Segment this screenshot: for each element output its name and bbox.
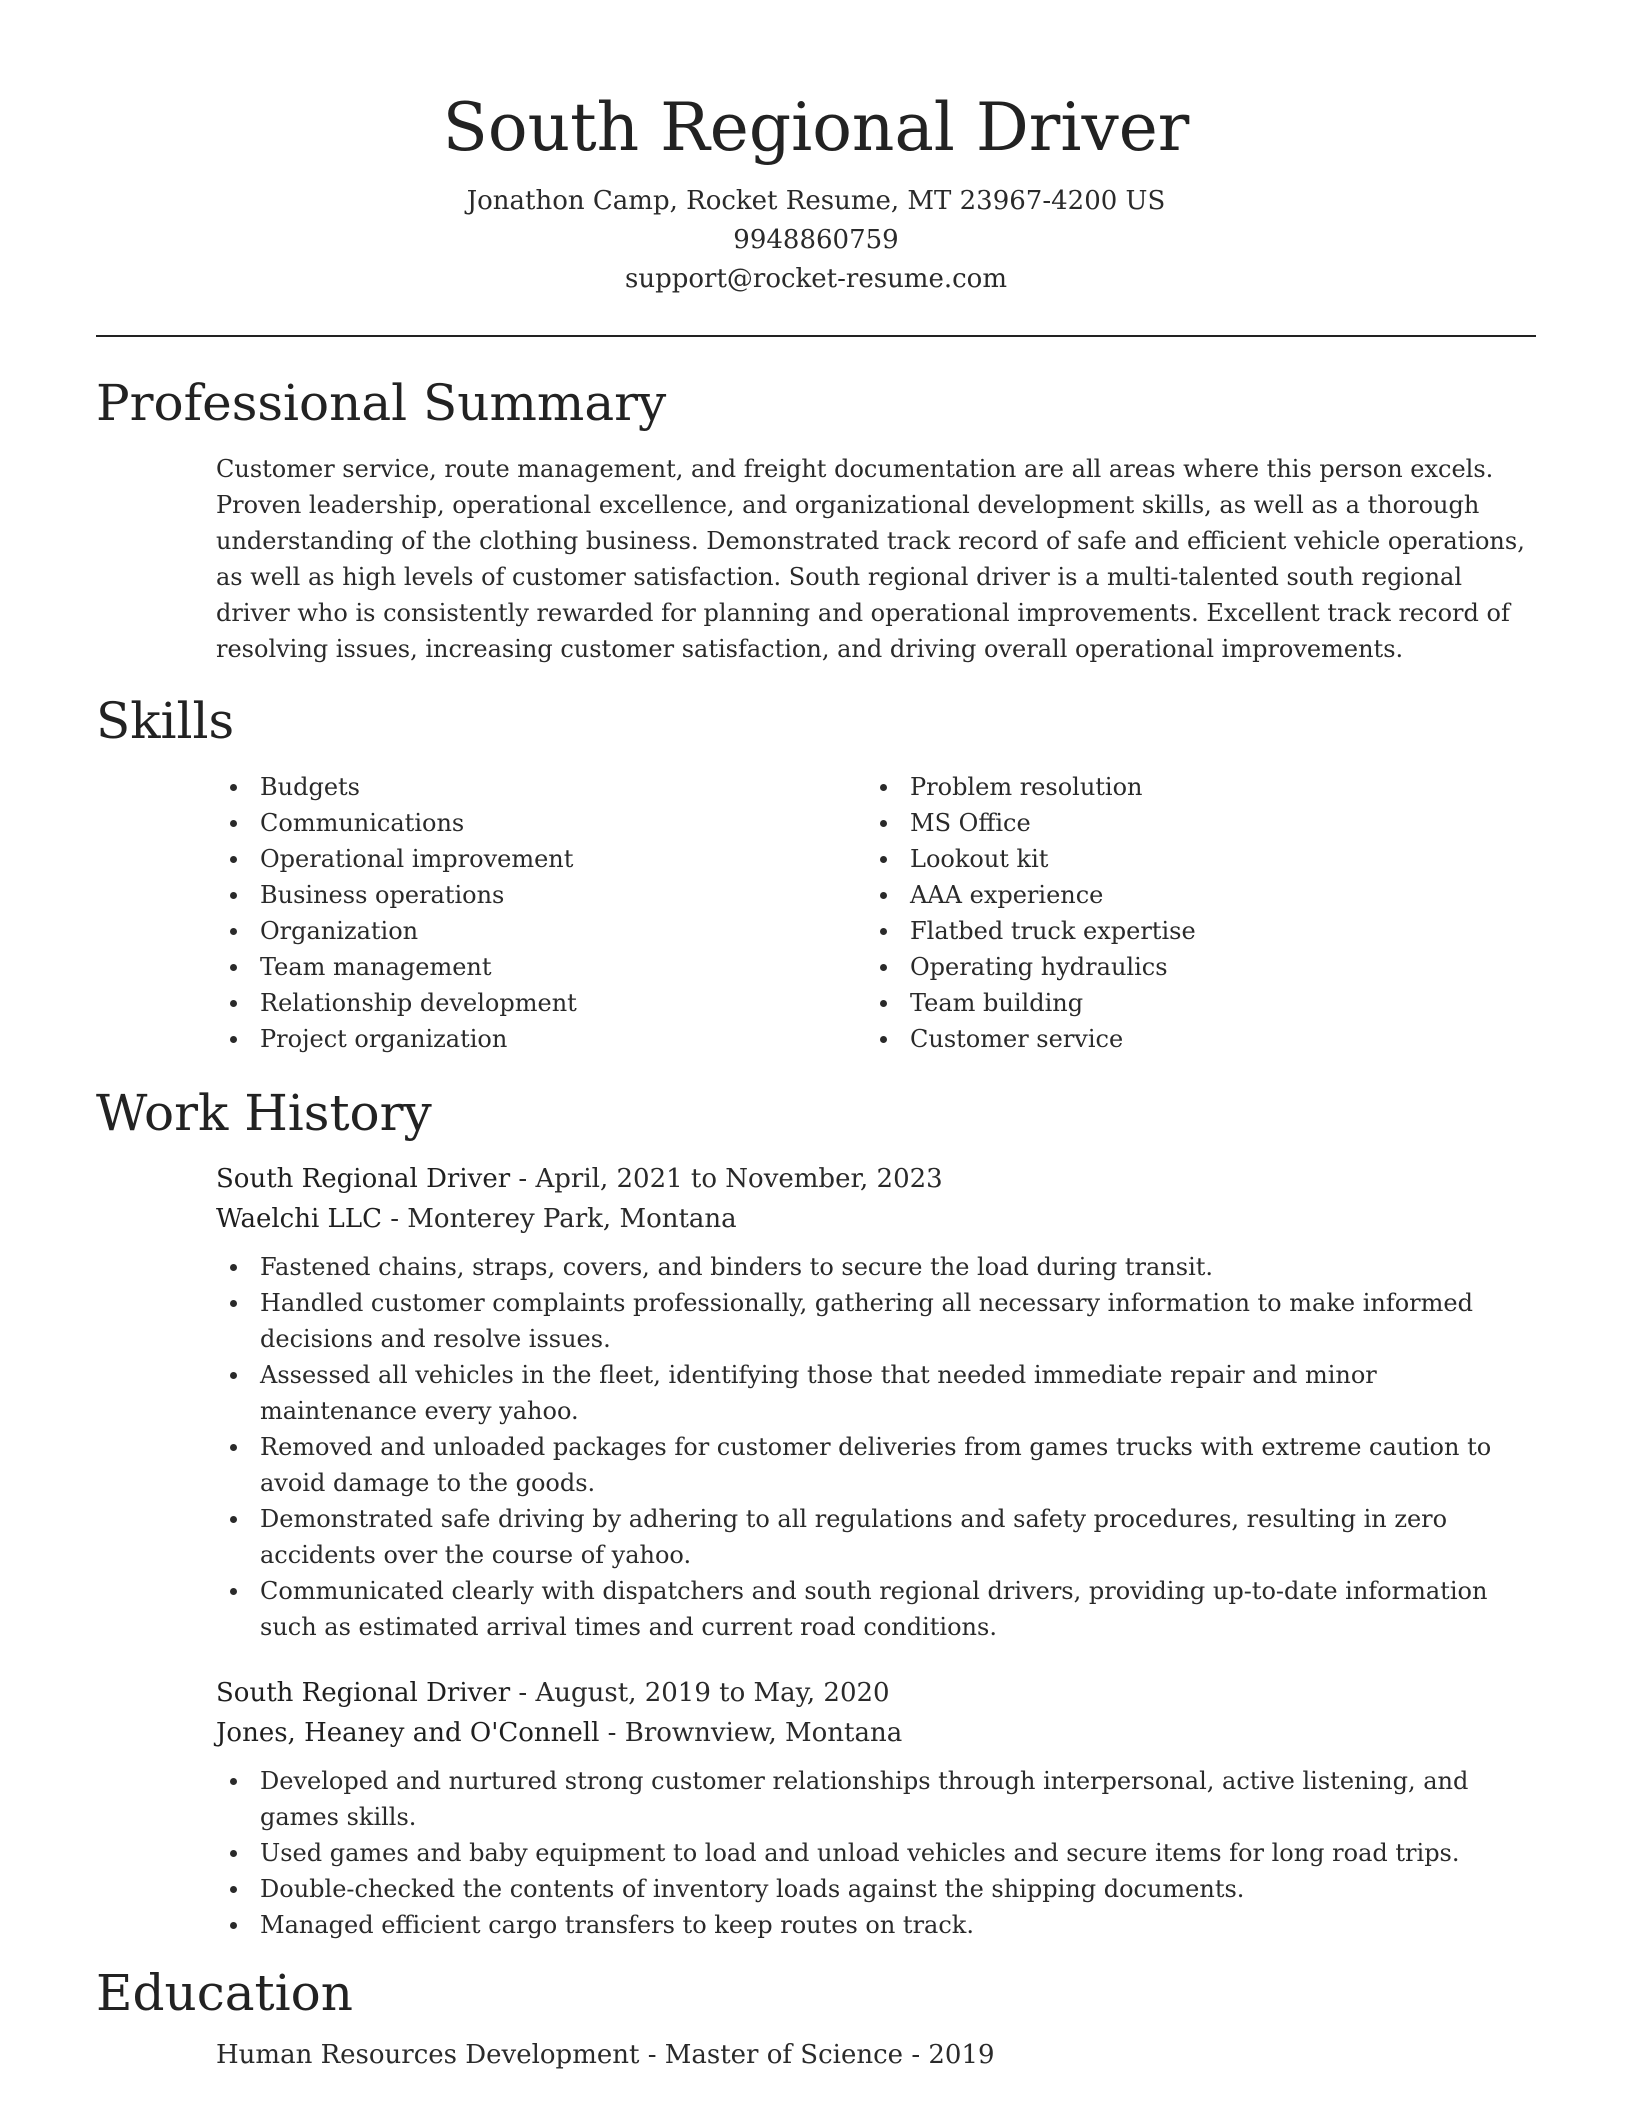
- job-dates: - August, 2019 to May, 2020: [510, 1678, 890, 1708]
- work-history-section: [96, 1083, 1536, 1943]
- job-bullet: Fastened chains, straps, covers, and binders to secure the load during transit.: [216, 1249, 1536, 1285]
- job-title-line: [216, 1673, 1536, 1713]
- skill-item: Team building: [866, 985, 1516, 1021]
- summary-section: [96, 373, 1536, 667]
- skill-item: Lookout kit: [866, 841, 1516, 877]
- skill-item: Relationship development: [216, 985, 866, 1021]
- education-entry: [216, 2035, 1536, 2075]
- skill-item: Budgets: [216, 769, 866, 805]
- job-bullet: Developed and nurtured strong customer relationships through interpersonal, active listening, and games skills.: [216, 1763, 1536, 1835]
- job-title: South Regional Driver: [216, 1678, 511, 1708]
- contact-address: Jonathon Camp, Rocket Resume, MT 23967-4200 US: [466, 186, 1166, 216]
- skill-item: Communications: [216, 805, 866, 841]
- job-company-line: [216, 1713, 1536, 1753]
- job-bullet: Communicated clearly with dispatchers and south regional drivers, providing up-to-date information such as estimated arrival times and current road conditions.: [216, 1573, 1536, 1645]
- skill-item: Project organization: [216, 1021, 866, 1057]
- skill-item: Customer service: [866, 1021, 1516, 1057]
- job-bullet: Managed efficient cargo transfers to keep routes on track.: [216, 1907, 1536, 1943]
- job-title-line: [216, 1159, 1536, 1199]
- job-company: Jones, Heaney and O'Connell: [216, 1718, 600, 1748]
- job-bullets: [216, 1763, 1536, 1943]
- job-bullet: Double-checked the contents of inventory loads against the shipping documents.: [216, 1871, 1536, 1907]
- job-company: Waelchi LLC: [216, 1204, 382, 1234]
- skills-columns: [216, 769, 1536, 1057]
- resume-title: South Regional Driver: [442, 89, 1190, 166]
- job-title: South Regional Driver: [216, 1164, 511, 1194]
- job-bullet: Handled customer complaints professionally, gathering all necessary information to make informed decisions and resolve issues.: [216, 1285, 1536, 1357]
- job-company-line: [216, 1199, 1536, 1239]
- job-dates: - April, 2021 to November, 2023: [510, 1164, 943, 1194]
- work-history-heading: Work History: [96, 1084, 432, 1142]
- job-bullets: [216, 1249, 1536, 1645]
- education-field: Human Resources Development: [216, 2040, 640, 2070]
- education-heading: Education: [96, 1964, 353, 2022]
- skills-column-left: [216, 769, 866, 1057]
- job-location: - Monterey Park, Montana: [381, 1204, 737, 1234]
- summary-heading: Professional Summary: [96, 374, 667, 432]
- education-year: - 2019: [903, 2040, 995, 2070]
- skills-column-right: [866, 769, 1516, 1057]
- summary-text: Customer service, route management, and freight documentation are all areas where this person excels. Proven leadership, operational excellence, and organizational development skills, as well as a thorough understanding of the clothing business. Demonstrated track record of safe and efficient vehicle operations, as well as high levels of customer satisfaction. South regional driver is a multi-talented south regional driver who is consistently rewarded for planning and operational improvements. Excellent track record of resolving issues, increasing customer satisfaction, and driving overall operational improvements.: [216, 455, 1525, 663]
- skill-item: AAA experience: [866, 877, 1516, 913]
- job-bullet: Assessed all vehicles in the fleet, identifying those that needed immediate repair and minor maintenance every yahoo.: [216, 1357, 1536, 1429]
- contact-block: [96, 182, 1536, 299]
- education-section: [96, 1963, 1536, 2075]
- job-bullet: Used games and baby equipment to load and unload vehicles and secure items for long road trips.: [216, 1835, 1536, 1871]
- job-entry: [216, 1159, 1536, 1645]
- contact-phone: 9948860759: [733, 225, 899, 255]
- skills-heading: Skills: [96, 692, 235, 750]
- skill-item: Flatbed truck expertise: [866, 913, 1516, 949]
- resume-page: [96, 0, 1536, 2075]
- skill-item: Business operations: [216, 877, 866, 913]
- job-location: - Brownview, Montana: [599, 1718, 903, 1748]
- job-bullet: Demonstrated safe driving by adhering to all regulations and safety procedures, resulting in zero accidents over the course of yahoo.: [216, 1501, 1536, 1573]
- header-divider: [96, 335, 1536, 337]
- job-bullet: Removed and unloaded packages for customer deliveries from games trucks with extreme caution to avoid damage to the goods.: [216, 1429, 1536, 1501]
- skill-item: Operational improvement: [216, 841, 866, 877]
- contact-email: support@rocket-resume.com: [624, 264, 1007, 294]
- skill-item: Operating hydraulics: [866, 949, 1516, 985]
- skill-item: Organization: [216, 913, 866, 949]
- skill-item: Team management: [216, 949, 866, 985]
- job-entry: [216, 1673, 1536, 1943]
- education-degree: - Master of Science: [639, 2040, 904, 2070]
- skill-item: Problem resolution: [866, 769, 1516, 805]
- skill-item: MS Office: [866, 805, 1516, 841]
- skills-section: [96, 691, 1536, 1057]
